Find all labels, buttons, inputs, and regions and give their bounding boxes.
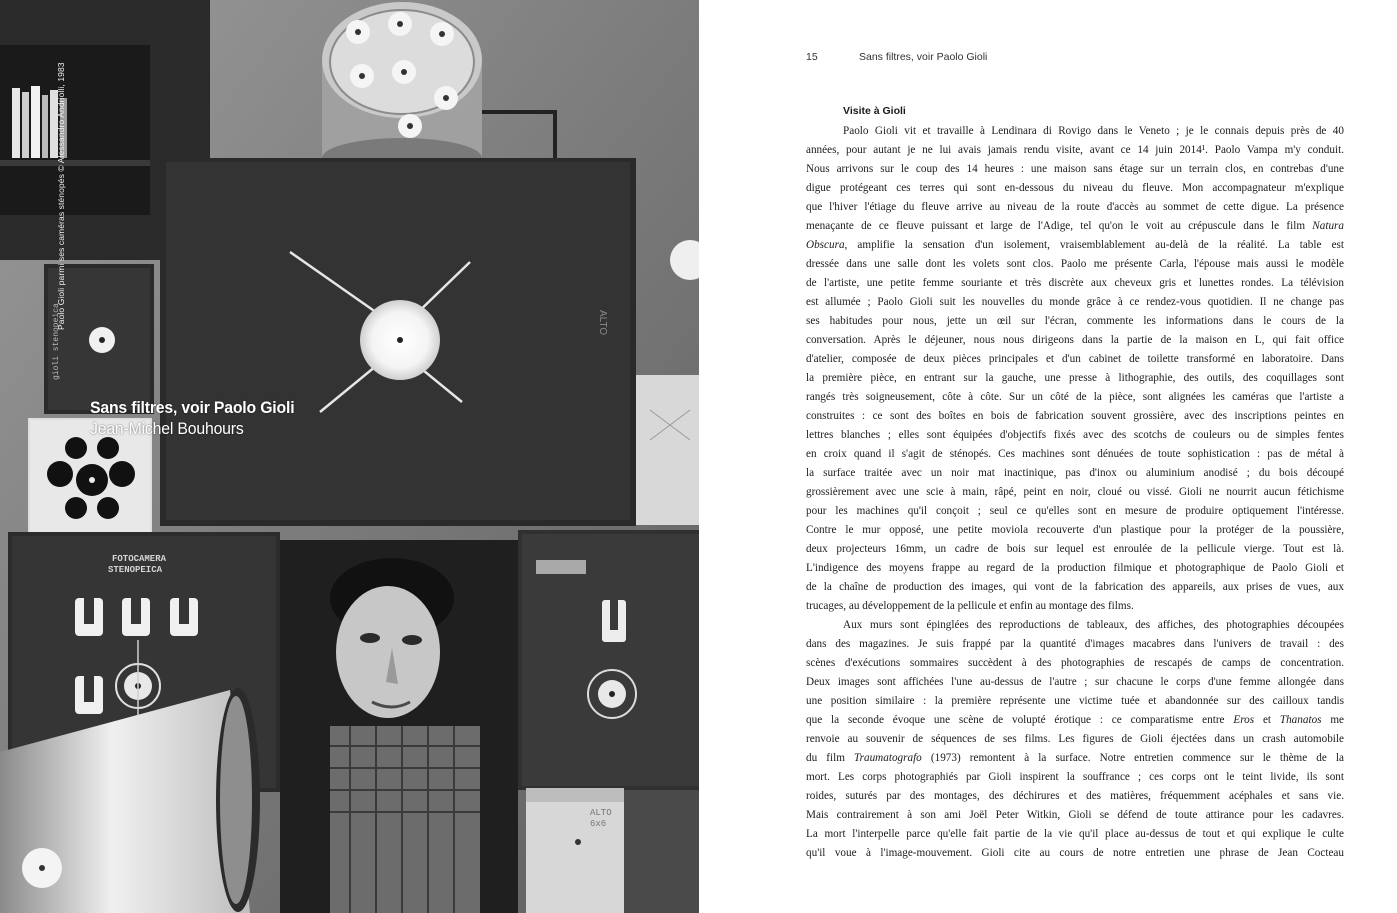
running-head	[806, 51, 987, 63]
text-line: que l'hiver l'étiage du fleuve arrive au niveau de la route d'accès au sommet de cette digue. La présence	[806, 201, 1344, 213]
svg-text:ALTO: ALTO	[597, 310, 608, 336]
text-line: de la chaîne de production des images, qui vont de la fabrication des appareils, aux prises de vues, aux	[806, 581, 1344, 593]
svg-text:6x6: 6x6	[590, 819, 607, 829]
text-line: Obscura, amplifie la sensation d'un isolement, vraisemblablement au-delà de la réalité. La table est	[806, 239, 1344, 251]
large-pinhole-box	[160, 158, 636, 526]
alto-6x6-box	[526, 788, 624, 913]
text-line: grossièrement avec une scie à main, râpé, peint en noir, cloué ou vissé. Gioli ne nourrit aucun fétichisme	[806, 486, 1344, 498]
text-line: est allumée ; Paolo Gioli suit les nouvelles du monde grâce à ce rendez-vous quotidien. Il ne change pas	[806, 296, 1344, 308]
page-number: 15	[806, 51, 818, 63]
svg-text:STENOPEICA: STENOPEICA	[108, 565, 163, 575]
text-line: Deux images sont affichées l'une au-dessus de l'autre ; sur chacune le corps d'une femme allongée dans	[806, 676, 1344, 688]
book-title: Sans filtres, voir Paolo Gioli	[90, 398, 295, 417]
text-line: La mort l'interpelle parce qu'elle fait partie de la vie qu'il place au-dessus de tout et qui explique le culte	[806, 828, 1344, 840]
text-line: rangés très soigneusement, côte à côte. Sur un côté de la pièce, sont alignées les caméras que l'artiste a	[806, 391, 1344, 403]
text-line: dressée dans une salle dont les volets sont clos. Paolo me présente Carla, l'épouse mais aussi le modèle	[806, 258, 1344, 270]
text-line: digue protégeant ces terres qui sont en-dessous du niveau du fleuve. Mon accompagnateur m'explique	[806, 182, 1344, 194]
text-line: lettres blanches ; elles sont équipées d'objectifs fixés avec des scotchs de couleurs ou de simples fentes	[806, 429, 1344, 441]
text-line: Contre le mur opposé, une petite moviola recouverte d'un plastique pour la protéger de la poussière,	[806, 524, 1344, 536]
round-film-tin	[322, 2, 482, 178]
text-line: la surface traitée avec un noir mat inactinique, pas d'inox ou aluminium anodisé ; du bois découpé	[806, 467, 1344, 479]
title-block	[90, 398, 310, 439]
text-line: Paolo Gioli vit et travaille à Lendinara di Rovigo dans le Veneto ; je le connais depuis près de 40	[843, 125, 1344, 137]
article-body	[806, 122, 1344, 863]
text-line: de l'artiste, une petite femme souriante et très discrète aux cheveux gris et lunettes rondes. La télévision	[806, 277, 1344, 289]
far-right-strip	[624, 790, 699, 913]
text-line: d'atelier, composée de deux pièces principales et d'un cabinet de toilette transformé en laboratoire. Dans	[806, 353, 1344, 365]
text-line: L'indigence des moyens frappe au regard de la production filmique et photographique de Paolo Gioli et	[806, 562, 1344, 574]
text-line: trucages, au développement de la pellicule et enfin au montage des films.	[806, 600, 1134, 612]
text-line: une position similaire : la première représente une victime tuée et abandonnée sur des cailloux tandis	[806, 695, 1344, 707]
text-line: la première pièce, en entrant sur la gauche, une presse à lithographie, des outils, des coquillages sont	[806, 372, 1344, 384]
text-line: scènes d'exécutions sommaires succèdent à des photographies de rescapés de camps de concentration.	[806, 657, 1344, 669]
text-line: du film Traumatografo (1973) remontent à la surface. Notre entretien commence sur le thème de la	[806, 752, 1344, 764]
text-line: mort. Les corps photographiés par Gioli inspirent la souffrance ; ces corps ont le teint livide, ils sont	[806, 771, 1344, 783]
text-line: en croix quand il s'agit de sténopés. Ces machines sont dénuées de toute sophistication : pas de métal à	[806, 448, 1344, 460]
text-line: deux projecteurs 16mm, un cadre de bois sur lequel est enroulée de la pellicule vierge. Tout est là.	[806, 543, 1344, 555]
text-line: roides, suturés par des montages, des déchirures et des matières, fréquemment acéphales et sans vie.	[806, 790, 1344, 802]
right-light-box-1	[636, 375, 699, 525]
svg-text:gioli stenopeica: gioli stenopeica	[52, 303, 61, 380]
running-title: Sans filtres, voir Paolo Gioli	[859, 51, 988, 63]
text-line: dans des magazines. Je suis frappé par la quantité d'images macabres dans l'univers de travail : des	[806, 638, 1344, 650]
section-heading: Visite à Gioli	[843, 105, 906, 117]
text-line: Mais contrairement à son ami Joël Peter Witkin, Gioli se défend de toute attirance pour les cadavres.	[806, 809, 1344, 821]
book-author: Jean-Michel Bouhours	[90, 419, 244, 438]
text-line: années, pour autant je ne lui avais jamais rendu visite, avant ce 14 juin 2014¹. Paolo Vampa m'y conduit.	[806, 144, 1344, 156]
text-page	[699, 0, 1397, 913]
photo-credit: Paolo Gioli parmi ses caméras sténopés © Alessandro Andriolli, 1983	[56, 62, 66, 330]
text-line: qu'il voue à l'image-mouvement. Gioli cite au cours de notre entretien une phrase de Jean Cocteau	[806, 847, 1344, 859]
text-line: ses habitudes pour nous, jette un œil sur l'écran, commente les informations dans le cours de la	[806, 315, 1344, 327]
text-line: Aux murs sont épinglées des reproductions de tableaux, des affiches, des photographies découpées	[843, 619, 1344, 631]
text-line: construites : ce sont des boîtes en bois de fabrication souvent grossière, avec des inscriptions peintes en	[806, 410, 1344, 422]
text-line: pour les machines qu'il conçoit ; seul ce qu'elles sont en mesure de produire optiquement l'intéresse.	[806, 505, 1344, 517]
svg-text:ALTO: ALTO	[590, 808, 612, 818]
portrait-paolo-gioli	[280, 540, 518, 913]
text-line: Nous arrivons sur le coup des 14 heures : une maison sans étage sur un terrain clos, en contrebas d'une	[806, 163, 1344, 175]
svg-text:FOTOCAMERA: FOTOCAMERA	[112, 554, 167, 564]
text-line: que la seconde évoque une scène de volupté érotique : ce comparatisme entre Eros et Thanatos me	[806, 714, 1344, 726]
right-camera-box	[518, 530, 699, 790]
text-line: menaçante de ce fleuve puissant et large de l'Adige, tel qu'on le voit au crépuscule dans le film Natura	[806, 220, 1344, 232]
text-line: renvoie au souvenir de séquences de ses films. Les figures de Gioli éjectées dans un crash automobile	[806, 733, 1344, 745]
text-line: conversation. Après le déjeuner, nous nous dirigeons dans la partie de la maison en L, qui fait office	[806, 334, 1344, 346]
